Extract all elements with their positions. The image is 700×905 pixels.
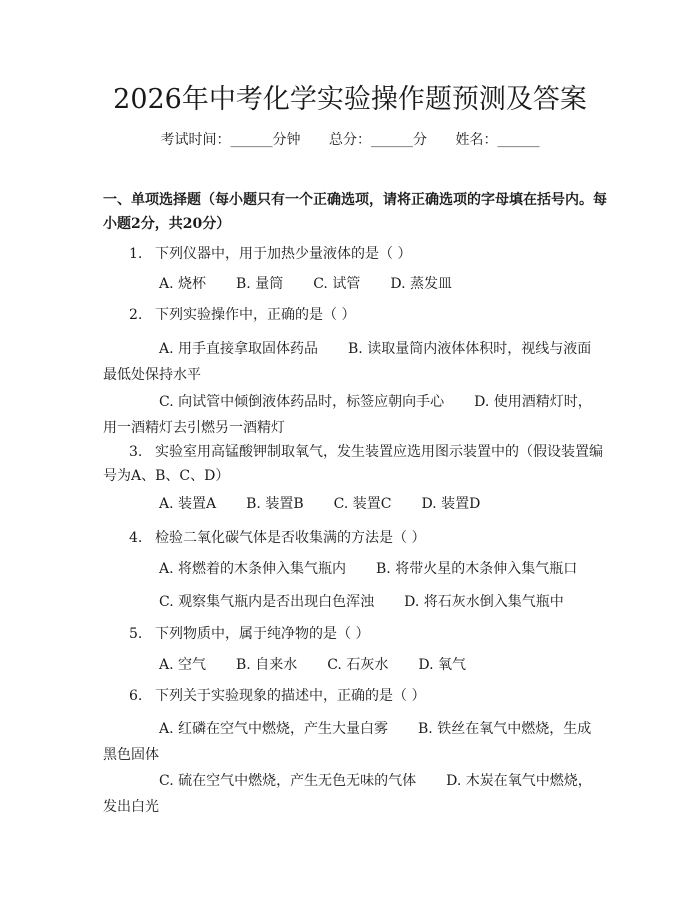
question-stem: 检验二氧化碳气体是否收集满的方法是（ ） <box>155 530 426 546</box>
question-6-options-ab <box>103 716 603 768</box>
option-b: B. 读取量筒内液体体积时，视线与液面最低处保持水平 <box>103 341 592 383</box>
exam-time-field: 考试时间：______分钟 <box>160 132 301 148</box>
section-heading: 一、单项选择题（每小题只有一个正确选项，请将正确选项的字母填在括号内。每小题2分，共20分） <box>103 192 607 232</box>
option-d: D. 装置D <box>421 496 481 512</box>
option-a: A. 空气 <box>159 657 207 673</box>
option-b: B. 量筒 <box>236 276 284 292</box>
option-a: A. 将燃着的木条伸入集气瓶内 <box>159 561 347 577</box>
name-field: 姓名：______ <box>455 132 540 148</box>
question-4-options-cd <box>103 589 603 615</box>
total-score-field: 总分：______分 <box>329 132 427 148</box>
option-b: B. 装置B <box>246 496 304 512</box>
option-c: C. 观察集气瓶内是否出现白色浑浊 <box>159 594 375 610</box>
option-b: B. 自来水 <box>236 657 298 673</box>
option-d: D. 氧气 <box>418 657 466 673</box>
question-3-options <box>103 491 603 517</box>
question-number: 6. <box>129 688 143 704</box>
question-stem: 下列物质中，属于纯净物的是（ ） <box>155 626 370 642</box>
option-c: C. 试管 <box>313 276 361 292</box>
option-d: D. 蒸发皿 <box>390 276 452 292</box>
question-stem: 下列关于实验现象的描述中，正确的是（ ） <box>155 688 426 704</box>
option-d: D. 使用酒精灯时，用一酒精灯去引燃另一酒精灯 <box>103 394 592 436</box>
question-6-options-cd <box>103 768 603 820</box>
question-5-options <box>103 652 603 678</box>
option-a: A. 烧杯 <box>159 276 207 292</box>
option-b: B. 铁丝在氧气中燃烧，生成黑色固体 <box>103 721 592 763</box>
question-5 <box>103 622 603 646</box>
question-1 <box>103 242 603 266</box>
question-2-options-cd <box>103 389 603 441</box>
question-number: 1. <box>129 246 143 262</box>
option-a: A. 红磷在空气中燃烧，产生大量白雾 <box>159 721 389 737</box>
option-c: C. 石灰水 <box>327 657 389 673</box>
question-4-options-ab <box>103 556 603 582</box>
option-c: C. 装置C <box>333 496 392 512</box>
option-a: A. 装置A <box>159 496 217 512</box>
exam-title: 2026年中考化学实验操作题预测及答案 <box>113 84 587 115</box>
question-2-options-ab <box>103 336 603 388</box>
question-3 <box>103 440 603 488</box>
option-c: C. 向试管中倾倒液体药品时，标签应朝向手心 <box>159 394 445 410</box>
question-stem: 下列仪器中，用于加热少量液体的是（ ） <box>155 246 412 262</box>
question-number: 4. <box>129 530 143 546</box>
question-number: 5. <box>129 626 143 642</box>
option-a: A. 用手直接拿取固体药品 <box>159 341 319 357</box>
option-d: D. 木炭在氧气中燃烧，发出白光 <box>103 773 592 815</box>
option-b: B. 将带火星的木条伸入集气瓶口 <box>376 561 578 577</box>
question-4 <box>103 526 603 550</box>
option-c: C. 硫在空气中燃烧，产生无色无味的气体 <box>159 773 417 789</box>
exam-meta <box>0 130 700 150</box>
question-stem: 实验室用高锰酸钾制取氧气，发生装置应选用图示装置中的（假设装置编号为A、B、C、D） <box>103 444 603 484</box>
question-2 <box>103 303 603 327</box>
question-stem: 下列实验操作中，正确的是（ ） <box>155 307 356 323</box>
question-6 <box>103 684 603 708</box>
question-1-options <box>103 271 603 297</box>
option-d: D. 将石灰水倒入集气瓶中 <box>404 594 564 610</box>
question-number: 3. <box>129 444 143 460</box>
question-number: 2. <box>129 307 143 323</box>
